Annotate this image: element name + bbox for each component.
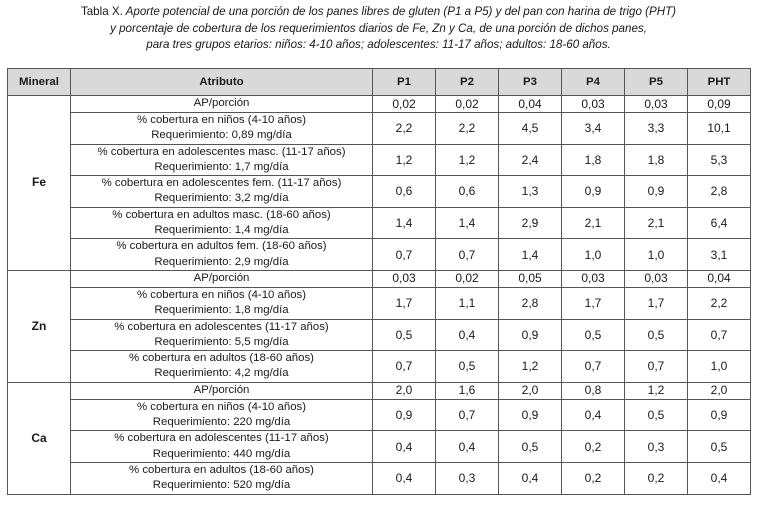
attribute-cell xyxy=(71,239,373,271)
attribute-line-2: Requerimiento: 2,9 mg/día xyxy=(154,255,289,268)
value-cell: 5,3 xyxy=(688,144,751,176)
value-cell: 0,3 xyxy=(436,462,499,494)
attribute-line-2: Requerimiento: 440 mg/día xyxy=(152,447,291,460)
header-p2: P2 xyxy=(436,69,499,96)
value-cell: 0,5 xyxy=(373,319,436,351)
value-cell: 2,0 xyxy=(373,382,436,399)
caption-line-2: y porcentaje de cobertura de los requerimientos diarios de Fe, Zn y Ca, de una porción de dichos panes, xyxy=(110,21,647,35)
value-cell: 0,9 xyxy=(499,319,562,351)
value-cell: 0,03 xyxy=(625,270,688,287)
caption-line-1-text: Aporte potencial de una porción de los panes libres de gluten (P1 a P5) y del pan con harina de trigo (PHT) xyxy=(125,5,677,18)
value-cell: 0,02 xyxy=(436,96,499,113)
value-cell: 0,2 xyxy=(625,462,688,494)
value-cell: 0,5 xyxy=(625,319,688,351)
attribute-cell xyxy=(71,176,373,208)
table-row xyxy=(8,351,751,383)
caption-line-3: para tres grupos etarios: niños: 4-10 años; adolescentes: 11-17 años; adultos: 18-60 años. xyxy=(146,38,611,51)
value-cell: 0,9 xyxy=(373,399,436,431)
attribute-cell xyxy=(71,431,373,463)
table-row xyxy=(8,270,751,287)
value-cell: 1,8 xyxy=(562,144,625,176)
attribute-cell xyxy=(71,287,373,319)
value-cell: 0,3 xyxy=(625,431,688,463)
table-body xyxy=(8,96,751,495)
value-cell: 2,0 xyxy=(688,382,751,399)
attribute-cell xyxy=(71,96,373,113)
attribute-line-2: Requerimiento: 1,4 mg/día xyxy=(154,224,289,237)
attribute-line-2: Requerimiento: 0,89 mg/día xyxy=(151,129,292,142)
attribute-line-2: Requerimiento: 520 mg/día xyxy=(152,479,291,492)
value-cell: 2,2 xyxy=(436,113,499,145)
value-cell: 0,9 xyxy=(562,176,625,208)
value-cell: 0,09 xyxy=(688,96,751,113)
value-cell: 0,4 xyxy=(373,431,436,463)
header-p4: P4 xyxy=(562,69,625,96)
value-cell: 2,8 xyxy=(499,287,562,319)
value-cell: 0,9 xyxy=(499,399,562,431)
attribute-line-1: % cobertura en adultos masc. (18-60 años) xyxy=(112,208,331,221)
table-row xyxy=(8,144,751,176)
value-cell: 1,6 xyxy=(436,382,499,399)
value-cell: 2,2 xyxy=(373,113,436,145)
attribute-cell xyxy=(71,144,373,176)
attribute-line-1: % cobertura en adultos (18-60 años) xyxy=(129,463,314,476)
value-cell: 1,7 xyxy=(562,287,625,319)
value-cell: 0,9 xyxy=(625,176,688,208)
value-cell: 0,02 xyxy=(373,96,436,113)
value-cell: 0,04 xyxy=(499,96,562,113)
value-cell: 1,0 xyxy=(688,351,751,383)
value-cell: 0,7 xyxy=(373,239,436,271)
value-cell: 0,7 xyxy=(373,351,436,383)
attribute-line-1: % cobertura en niños (4-10 años) xyxy=(136,114,307,126)
mineral-cell: Ca xyxy=(8,382,71,494)
value-cell: 3,1 xyxy=(688,239,751,271)
value-cell: 1,4 xyxy=(499,239,562,271)
value-cell: 0,2 xyxy=(562,462,625,494)
value-cell: 2,8 xyxy=(688,176,751,208)
table-row xyxy=(8,207,751,239)
value-cell: 2,9 xyxy=(499,207,562,239)
value-cell: 1,7 xyxy=(373,287,436,319)
table-row xyxy=(8,382,751,399)
value-cell: 0,5 xyxy=(499,431,562,463)
caption-line-1 xyxy=(0,4,757,21)
value-cell: 3,4 xyxy=(562,113,625,145)
value-cell: 0,4 xyxy=(436,431,499,463)
header-p3: P3 xyxy=(499,69,562,96)
value-cell: 1,8 xyxy=(625,144,688,176)
value-cell: 0,4 xyxy=(499,462,562,494)
value-cell: 0,6 xyxy=(436,176,499,208)
value-cell: 1,2 xyxy=(499,351,562,383)
header-p5: P5 xyxy=(625,69,688,96)
attribute-line-2: Requerimiento: 220 mg/día xyxy=(152,416,291,429)
value-cell: 2,0 xyxy=(499,382,562,399)
attribute-line-1: % cobertura en niños (4-10 años) xyxy=(136,400,307,413)
value-cell: 0,03 xyxy=(562,270,625,287)
attribute-line-1: AP/porción xyxy=(193,97,250,110)
value-cell: 0,04 xyxy=(688,270,751,287)
attribute-line-1: AP/porción xyxy=(193,384,250,397)
value-cell: 2,4 xyxy=(499,144,562,176)
value-cell: 1,4 xyxy=(373,207,436,239)
value-cell: 2,1 xyxy=(562,207,625,239)
value-cell: 0,7 xyxy=(625,351,688,383)
value-cell: 0,2 xyxy=(562,431,625,463)
header-mineral: Mineral xyxy=(8,69,71,96)
value-cell: 6,4 xyxy=(688,207,751,239)
value-cell: 0,5 xyxy=(625,399,688,431)
value-cell: 0,4 xyxy=(373,462,436,494)
table-row xyxy=(8,113,751,145)
value-cell: 0,7 xyxy=(688,319,751,351)
attribute-cell xyxy=(71,382,373,399)
attribute-line-1: % cobertura en adolescentes (11-17 años) xyxy=(114,320,329,333)
value-cell: 1,1 xyxy=(436,287,499,319)
value-cell: 4,5 xyxy=(499,113,562,145)
value-cell: 0,6 xyxy=(373,176,436,208)
attribute-cell xyxy=(71,399,373,431)
value-cell: 0,02 xyxy=(436,270,499,287)
value-cell: 0,9 xyxy=(688,399,751,431)
value-cell: 0,4 xyxy=(562,399,625,431)
attribute-line-1: % cobertura en adultos (18-60 años) xyxy=(129,352,314,365)
attribute-line-2: Requerimiento: 4,2 mg/día xyxy=(154,367,289,380)
value-cell: 1,2 xyxy=(625,382,688,399)
mineral-cell: Fe xyxy=(8,96,71,271)
attribute-line-1: % cobertura en adolescentes masc. (11-17 años) xyxy=(97,145,346,158)
table-row xyxy=(8,96,751,113)
value-cell: 0,7 xyxy=(562,351,625,383)
attribute-line-2: Requerimiento: 5,5 mg/día xyxy=(154,335,289,348)
value-cell: 0,03 xyxy=(625,96,688,113)
table-row xyxy=(8,399,751,431)
header-atributo: Atributo xyxy=(71,69,373,96)
attribute-cell xyxy=(71,207,373,239)
attribute-line-1: AP/porción xyxy=(193,272,250,285)
mineral-cell: Zn xyxy=(8,270,71,382)
value-cell: 0,5 xyxy=(436,351,499,383)
value-cell: 0,8 xyxy=(562,382,625,399)
value-cell: 0,5 xyxy=(562,319,625,351)
table-row xyxy=(8,239,751,271)
value-cell: 2,1 xyxy=(625,207,688,239)
attribute-line-1: % cobertura en adolescentes fem. (11-17 años) xyxy=(101,177,342,190)
value-cell: 0,4 xyxy=(688,462,751,494)
value-cell: 10,1 xyxy=(688,113,751,145)
header-pht: PHT xyxy=(688,69,751,96)
table-caption xyxy=(0,4,757,54)
attribute-cell xyxy=(71,462,373,494)
table-row xyxy=(8,176,751,208)
value-cell: 1,0 xyxy=(625,239,688,271)
value-cell: 1,2 xyxy=(436,144,499,176)
nutrient-table xyxy=(7,68,751,495)
attribute-line-2: Requerimiento: 3,2 mg/día xyxy=(154,192,289,205)
value-cell: 3,3 xyxy=(625,113,688,145)
value-cell: 0,5 xyxy=(688,431,751,463)
value-cell: 0,03 xyxy=(562,96,625,113)
value-cell: 1,2 xyxy=(373,144,436,176)
value-cell: 1,4 xyxy=(436,207,499,239)
attribute-line-1: % cobertura en niños (4-10 años) xyxy=(136,288,307,301)
value-cell: 1,7 xyxy=(625,287,688,319)
table-row xyxy=(8,462,751,494)
value-cell: 0,05 xyxy=(499,270,562,287)
table-row xyxy=(8,287,751,319)
attribute-cell xyxy=(71,351,373,383)
attribute-line-2: Requerimiento: 1,7 mg/día xyxy=(154,160,289,173)
attribute-cell xyxy=(71,319,373,351)
value-cell: 2,2 xyxy=(688,287,751,319)
value-cell: 0,4 xyxy=(436,319,499,351)
value-cell: 1,0 xyxy=(562,239,625,271)
value-cell: 1,3 xyxy=(499,176,562,208)
table-row xyxy=(8,319,751,351)
table-row xyxy=(8,431,751,463)
header-row xyxy=(8,69,751,96)
attribute-cell xyxy=(71,113,373,145)
caption-lead: Tabla X. xyxy=(80,5,123,18)
attribute-line-1: % cobertura en adolescentes (11-17 años) xyxy=(114,432,329,445)
header-p1: P1 xyxy=(373,69,436,96)
value-cell: 0,03 xyxy=(373,270,436,287)
attribute-line-1: % cobertura en adultos fem. (18-60 años) xyxy=(116,240,327,253)
value-cell: 0,7 xyxy=(436,399,499,431)
attribute-cell xyxy=(71,270,373,287)
value-cell: 0,7 xyxy=(436,239,499,271)
attribute-line-2: Requerimiento: 1,8 mg/día xyxy=(154,304,289,317)
